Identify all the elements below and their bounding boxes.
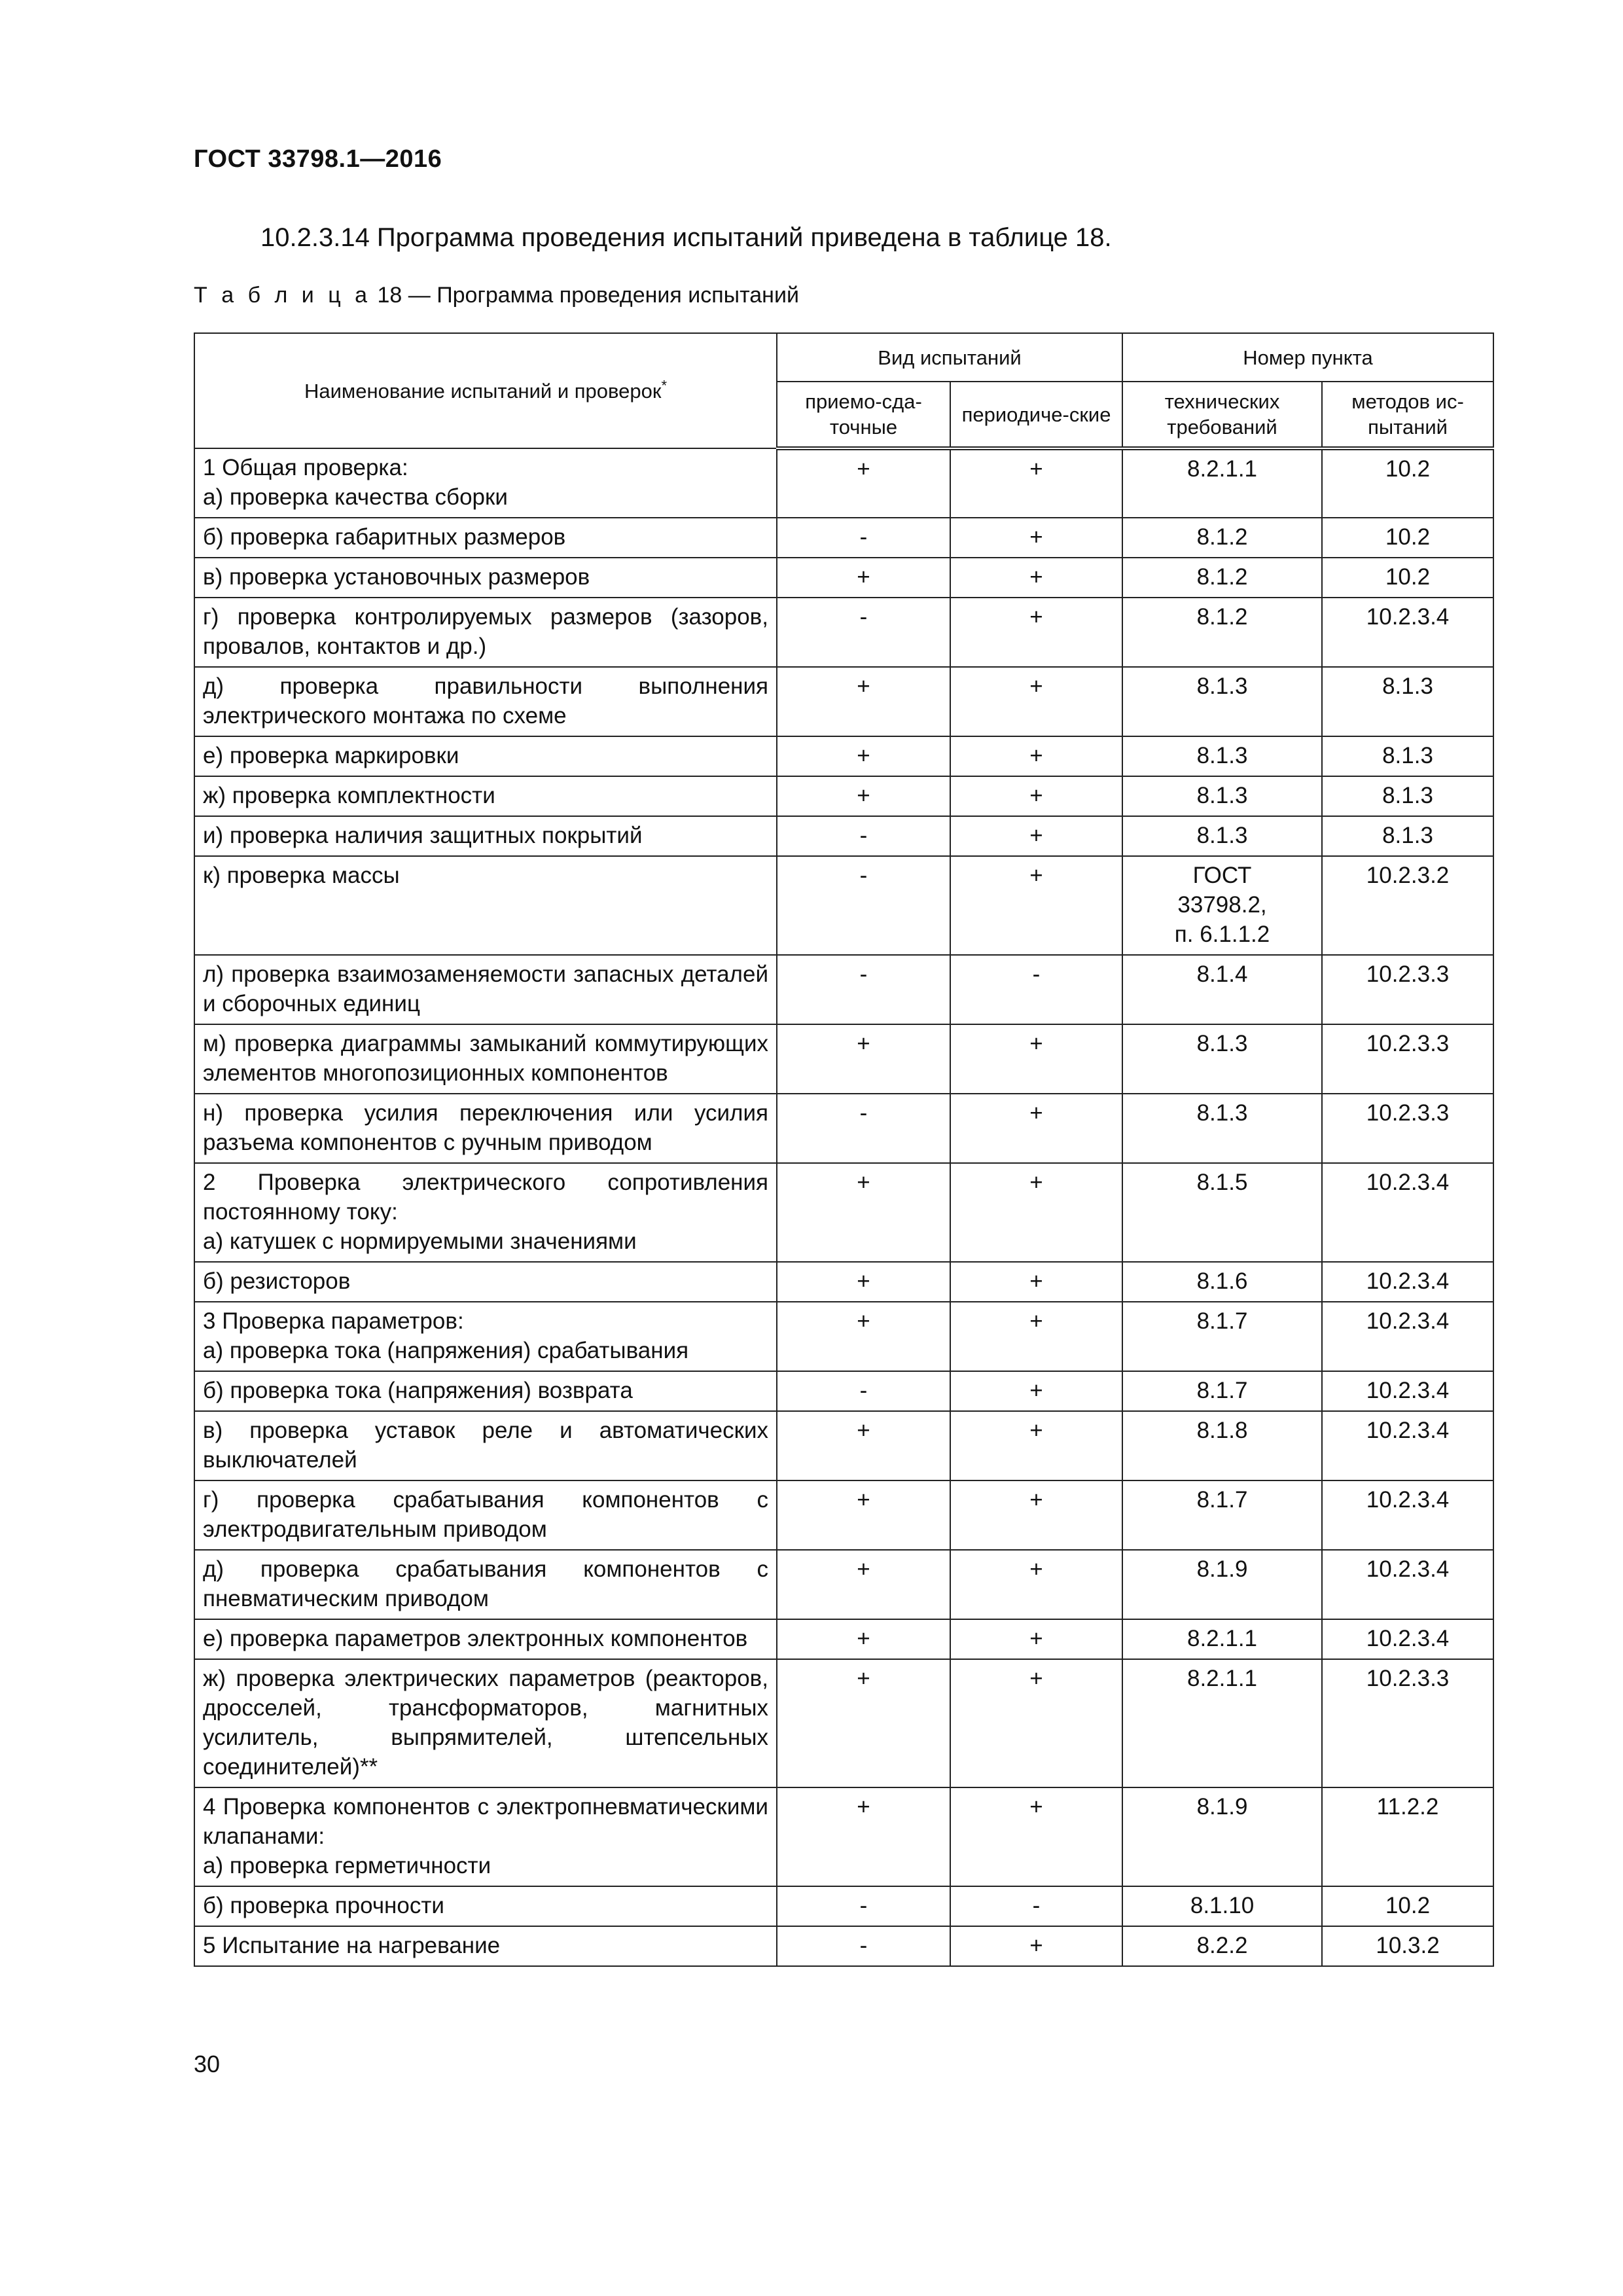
test-name-cell: г) проверка срабатывания компонентов с электродвигательным приводом [194, 1480, 777, 1550]
footnote-mark: * [661, 377, 667, 394]
periodic-test-cell: + [950, 1411, 1122, 1480]
tech-requirement-clause-cell: 8.1.2 [1122, 558, 1322, 598]
table-row [194, 955, 1493, 1024]
periodic-test-cell: + [950, 1480, 1122, 1550]
column-header-test-methods: методов ис-пытаний [1322, 382, 1493, 448]
table-row [194, 1619, 1493, 1659]
test-name-cell: б) проверка прочности [194, 1886, 777, 1926]
test-name-cell: 3 Проверка параметров: а) проверка тока (напряжения) срабатывания [194, 1302, 777, 1371]
column-header-acceptance: приемо-сда-точные [777, 382, 950, 448]
acceptance-test-cell: + [777, 1302, 950, 1371]
table-row [194, 1550, 1493, 1619]
test-method-clause-cell: 10.2.3.4 [1322, 1550, 1493, 1619]
column-group-test-type: Вид испытаний [777, 333, 1122, 382]
table-row [194, 518, 1493, 558]
test-method-clause-cell: 10.2.3.4 [1322, 1302, 1493, 1371]
tech-requirement-clause-cell: 8.1.5 [1122, 1163, 1322, 1262]
test-method-clause-cell: 10.2.3.4 [1322, 598, 1493, 667]
test-name-cell: в) проверка установочных размеров [194, 558, 777, 598]
test-method-clause-cell: 10.2 [1322, 518, 1493, 558]
table-caption-label: Т а б л и ц а [194, 283, 372, 308]
column-group-clause-number: Номер пункта [1122, 333, 1493, 382]
test-method-clause-cell: 10.2.3.3 [1322, 1094, 1493, 1163]
table-row [194, 1926, 1493, 1966]
periodic-test-cell: + [950, 776, 1122, 816]
table-row [194, 558, 1493, 598]
test-name-cell: б) резисторов [194, 1262, 777, 1302]
table-row [194, 667, 1493, 736]
periodic-test-cell: + [950, 598, 1122, 667]
page-number: 30 [194, 2051, 221, 2077]
acceptance-test-cell: + [777, 1163, 950, 1262]
test-method-clause-cell: 8.1.3 [1322, 776, 1493, 816]
table-row [194, 1787, 1493, 1886]
column-header-test-name: Наименование испытаний и проверок* [194, 333, 777, 448]
test-method-clause-cell: 10.2 [1322, 1886, 1493, 1926]
test-name-cell: ж) проверка комплектности [194, 776, 777, 816]
table-caption [194, 283, 799, 308]
test-name-cell: 4 Проверка компонентов с электропневматическими клапанами: а) проверка герметичности [194, 1787, 777, 1886]
tech-requirement-clause-cell: 8.1.2 [1122, 598, 1322, 667]
periodic-test-cell: + [950, 558, 1122, 598]
acceptance-test-cell: - [777, 1094, 950, 1163]
tech-requirement-clause-cell: 8.1.7 [1122, 1371, 1322, 1411]
periodic-test-cell: + [950, 856, 1122, 955]
column-header-tech-requirements: технических требований [1122, 382, 1322, 448]
acceptance-test-cell: - [777, 816, 950, 856]
periodic-test-cell: + [950, 1163, 1122, 1262]
acceptance-test-cell: - [777, 1371, 950, 1411]
tech-requirement-clause-cell: 8.1.7 [1122, 1480, 1322, 1550]
acceptance-test-cell: - [777, 1926, 950, 1966]
test-name-cell: б) проверка габаритных размеров [194, 518, 777, 558]
table-caption-text: 18 — Программа проведения испытаний [377, 283, 799, 308]
periodic-test-cell: - [950, 955, 1122, 1024]
test-method-clause-cell: 10.2.3.4 [1322, 1619, 1493, 1659]
acceptance-test-cell: - [777, 856, 950, 955]
test-name-cell: б) проверка тока (напряжения) возврата [194, 1371, 777, 1411]
acceptance-test-cell: + [777, 1550, 950, 1619]
tech-requirement-clause-cell: 8.1.9 [1122, 1787, 1322, 1886]
test-method-clause-cell: 10.2.3.3 [1322, 955, 1493, 1024]
periodic-test-cell: + [950, 816, 1122, 856]
test-method-clause-cell: 10.2.3.3 [1322, 1659, 1493, 1787]
acceptance-test-cell: + [777, 1659, 950, 1787]
document-standard-header: ГОСТ 33798.1—2016 [194, 145, 442, 173]
table-row [194, 1262, 1493, 1302]
test-name-cell: в) проверка уставок реле и автоматических выключателей [194, 1411, 777, 1480]
test-program-table [194, 332, 1494, 1967]
test-name-cell: д) проверка правильности выполнения электрического монтажа по схеме [194, 667, 777, 736]
tech-requirement-clause-cell: 8.2.1.1 [1122, 1659, 1322, 1787]
acceptance-test-cell: + [777, 1411, 950, 1480]
periodic-test-cell: + [950, 667, 1122, 736]
tech-requirement-clause-cell: 8.1.4 [1122, 955, 1322, 1024]
acceptance-test-cell: + [777, 776, 950, 816]
table-row [194, 598, 1493, 667]
test-method-clause-cell: 10.2.3.4 [1322, 1262, 1493, 1302]
test-method-clause-cell: 11.2.2 [1322, 1787, 1493, 1886]
acceptance-test-cell: + [777, 1619, 950, 1659]
table-row [194, 448, 1493, 518]
tech-requirement-clause-cell: 8.2.1.1 [1122, 448, 1322, 518]
periodic-test-cell: + [950, 1371, 1122, 1411]
periodic-test-cell: + [950, 736, 1122, 776]
periodic-test-cell: + [950, 1550, 1122, 1619]
periodic-test-cell: + [950, 1094, 1122, 1163]
test-name-cell: е) проверка параметров электронных компонентов [194, 1619, 777, 1659]
tech-requirement-clause-cell: 8.1.9 [1122, 1550, 1322, 1619]
test-method-clause-cell: 10.3.2 [1322, 1926, 1493, 1966]
table-row [194, 776, 1493, 816]
test-method-clause-cell: 8.1.3 [1322, 816, 1493, 856]
test-name-cell: к) проверка массы [194, 856, 777, 955]
acceptance-test-cell: + [777, 1024, 950, 1094]
test-method-clause-cell: 10.2.3.3 [1322, 1024, 1493, 1094]
table-row [194, 1480, 1493, 1550]
test-method-clause-cell: 8.1.3 [1322, 667, 1493, 736]
table-row [194, 1659, 1493, 1787]
tech-requirement-clause-cell: 8.1.7 [1122, 1302, 1322, 1371]
acceptance-test-cell: + [777, 1262, 950, 1302]
periodic-test-cell: + [950, 1787, 1122, 1886]
test-name-cell: л) проверка взаимозаменяемости запасных деталей и сборочных единиц [194, 955, 777, 1024]
table-row [194, 1094, 1493, 1163]
tech-requirement-clause-cell: 8.1.10 [1122, 1886, 1322, 1926]
test-method-clause-cell: 10.2.3.4 [1322, 1163, 1493, 1262]
test-name-cell: м) проверка диаграммы замыканий коммутирующих элементов многопозиционных компонентов [194, 1024, 777, 1094]
table-row [194, 1163, 1493, 1262]
periodic-test-cell: + [950, 1262, 1122, 1302]
periodic-test-cell: + [950, 1024, 1122, 1094]
acceptance-test-cell: + [777, 1787, 950, 1886]
acceptance-test-cell: - [777, 518, 950, 558]
periodic-test-cell: + [950, 1302, 1122, 1371]
test-name-cell: д) проверка срабатывания компонентов с пневматическим приводом [194, 1550, 777, 1619]
tech-requirement-clause-cell: 8.1.3 [1122, 736, 1322, 776]
test-name-cell: 1 Общая проверка: а) проверка качества сборки [194, 448, 777, 518]
tech-requirement-clause-cell: 8.1.3 [1122, 816, 1322, 856]
test-method-clause-cell: 10.2.3.4 [1322, 1371, 1493, 1411]
table-row [194, 816, 1493, 856]
test-method-clause-cell: 10.2.3.4 [1322, 1411, 1493, 1480]
test-name-cell: 2 Проверка электрического сопротивления постоянному току: а) катушек с нормируемыми значениями [194, 1163, 777, 1262]
acceptance-test-cell: + [777, 558, 950, 598]
test-name-cell: ж) проверка электрических параметров (реакторов, дросселей, трансформаторов, магнитных усилитель, выпрямителей, штепсельных соединителей)** [194, 1659, 777, 1787]
periodic-test-cell: + [950, 448, 1122, 518]
acceptance-test-cell: + [777, 667, 950, 736]
test-name-cell: н) проверка усилия переключения или усилия разъема компонентов с ручным приводом [194, 1094, 777, 1163]
table-row [194, 1411, 1493, 1480]
periodic-test-cell: + [950, 1619, 1122, 1659]
tech-requirement-clause-cell: 8.2.2 [1122, 1926, 1322, 1966]
test-name-cell: и) проверка наличия защитных покрытий [194, 816, 777, 856]
test-method-clause-cell: 10.2 [1322, 448, 1493, 518]
periodic-test-cell: + [950, 1659, 1122, 1787]
test-name-cell: е) проверка маркировки [194, 736, 777, 776]
intro-paragraph: 10.2.3.14 Программа проведения испытаний приведена в таблице 18. [260, 223, 1112, 252]
tech-requirement-clause-cell: 8.2.1.1 [1122, 1619, 1322, 1659]
tech-requirement-clause-cell: 8.1.3 [1122, 1024, 1322, 1094]
test-method-clause-cell: 8.1.3 [1322, 736, 1493, 776]
table-row [194, 1302, 1493, 1371]
acceptance-test-cell: + [777, 448, 950, 518]
table-row [194, 1024, 1493, 1094]
periodic-test-cell: + [950, 518, 1122, 558]
tech-requirement-clause-cell: 8.1.3 [1122, 776, 1322, 816]
periodic-test-cell: + [950, 1926, 1122, 1966]
tech-requirement-clause-cell: 8.1.8 [1122, 1411, 1322, 1480]
table-row [194, 1886, 1493, 1926]
table-row [194, 736, 1493, 776]
test-name-cell: г) проверка контролируемых размеров (зазоров, провалов, контактов и др.) [194, 598, 777, 667]
tech-requirement-clause-cell: 8.1.3 [1122, 1094, 1322, 1163]
acceptance-test-cell: - [777, 1886, 950, 1926]
tech-requirement-clause-cell: 8.1.3 [1122, 667, 1322, 736]
table-row [194, 856, 1493, 955]
table-body [194, 448, 1493, 1966]
acceptance-test-cell: - [777, 598, 950, 667]
column-header-periodic: периодиче-ские [950, 382, 1122, 448]
acceptance-test-cell: + [777, 1480, 950, 1550]
tech-requirement-clause-cell: 8.1.6 [1122, 1262, 1322, 1302]
tech-requirement-clause-cell: 8.1.2 [1122, 518, 1322, 558]
periodic-test-cell: - [950, 1886, 1122, 1926]
test-name-cell: 5 Испытание на нагревание [194, 1926, 777, 1966]
table-row [194, 1371, 1493, 1411]
acceptance-test-cell: - [777, 955, 950, 1024]
test-method-clause-cell: 10.2.3.4 [1322, 1480, 1493, 1550]
test-method-clause-cell: 10.2.3.2 [1322, 856, 1493, 955]
tech-requirement-clause-cell: ГОСТ 33798.2, п. 6.1.1.2 [1122, 856, 1322, 955]
test-method-clause-cell: 10.2 [1322, 558, 1493, 598]
acceptance-test-cell: + [777, 736, 950, 776]
